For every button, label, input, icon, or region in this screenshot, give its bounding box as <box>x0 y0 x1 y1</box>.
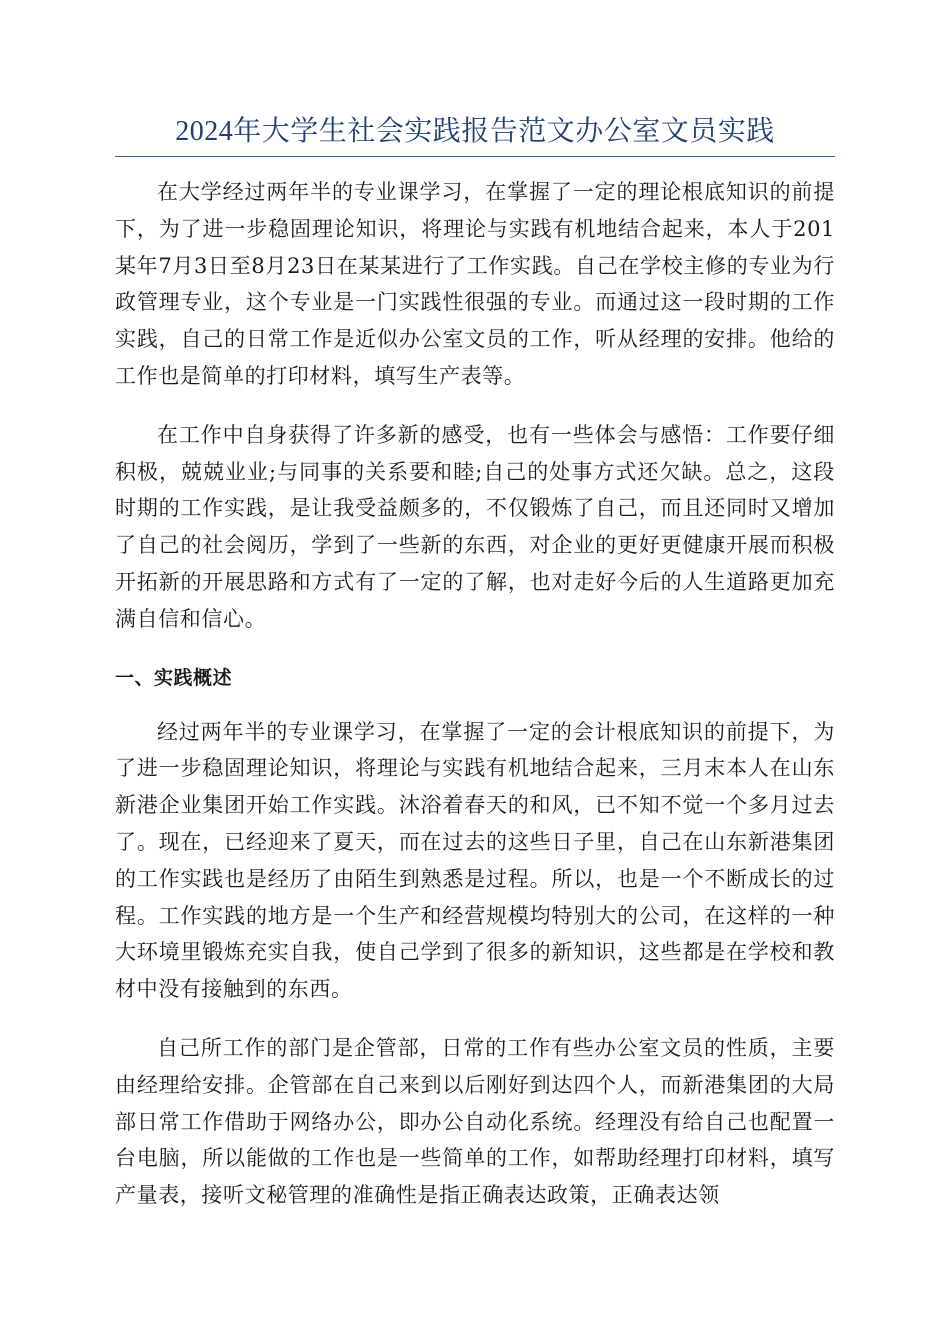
section-heading-overview: 一、实践概述 <box>115 666 233 689</box>
paragraph-department: 自己所工作的部门是企管部，日常的工作有些办公室文员的性质，主要由经理给安排。企管部在自己来到以后刚好到达四个人，而新港集团的大局部日常工作借助于网络办公，即办公自动化系统。经理没有给自己也配置一台电脑，所以能做的工作也是一些简单的工作，如帮助经理打印材料，填写产量表，接听文秘管理的准确性是指正确表达政策，正确表达领 <box>115 1035 835 1208</box>
paragraph-overview: 经过两年半的专业课学习，在掌握了一定的会计根底知识的前提下，为了进一步稳固理论知识，将理论与实践有机地结合起来，三月末本人在山东新港企业集团开始工作实践。沐浴着春天的和风，已不知不觉一个多月过去了。现在，已经迎来了夏天，而在过去的这些日子里，自己在山东新港集团的工作实践也是经历了由陌生到熟悉是过程。所以，也是一个不断成长的过程。工作实践的地方是一个生产和经营规模均特别大的公司，在这样的一种大环境里锻炼充实自我，使自己学到了很多的新知识，这些都是在学校和教材中没有接触到的东西。 <box>115 719 835 1002</box>
document-title: 2024年大学生社会实践报告范文办公室文员实践 <box>175 116 775 147</box>
paragraph-reflection: 在工作中自身获得了许多新的感受，也有一些体会与感悟：工作要仔细积极，兢兢业业;与同事的关系要和睦;自己的处事方式还欠缺。总之，这段时期的工作实践，是让我受益颇多的，不仅锻炼了自己，而且还同时又增加了自己的社会阅历，学到了一些新的东西，对企业的更好更健康开展而积极开拓新的开展思路和方式有了一定的了解，也对走好今后的人生道路更加充满自信和信心。 <box>115 422 835 631</box>
document-body <box>115 174 835 1236</box>
paragraph-intro: 在大学经过两年半的专业课学习，在掌握了一定的理论根底知识的前提下，为了进一步稳固理论知识，将理论与实践有机地结合起来，本人于201某年7月3日至8月23日在某某进行了工作实践。自己在学校主修的专业为行政管理专业，这个专业是一门实践性很强的专业。而通过这一段时期的工作实践，自己的日常工作是近似办公室文员的工作，听从经理的安排。他给的工作也是简单的打印材料，填写生产表等。 <box>115 180 835 388</box>
title-underline <box>115 156 835 157</box>
